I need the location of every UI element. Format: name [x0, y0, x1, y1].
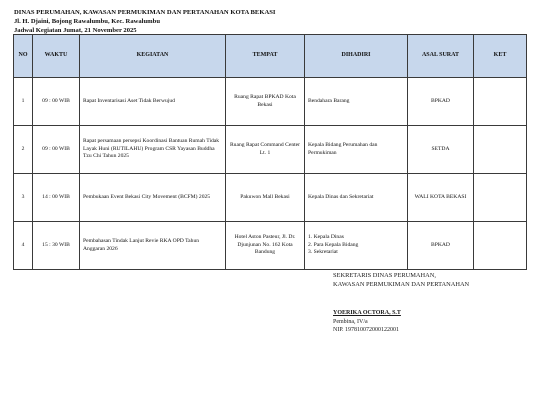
cell-note	[474, 222, 527, 270]
document-header	[14, 8, 275, 35]
col-header-kegiatan: KEGIATAN	[80, 35, 226, 78]
signature-block	[333, 272, 469, 335]
cell-note	[474, 126, 527, 174]
cell-attendees	[305, 78, 408, 126]
cell-activity: Rapat persamaan persepsi Koordinasi Bantuan Rumah Tidak Layak Huni (RUTILAHU) Program CSR Yayasan Buddha Tzu Chi Tahun 2025	[80, 126, 226, 174]
cell-time: 14 : 00 WIB	[33, 174, 80, 222]
cell-no: 1	[14, 78, 33, 126]
cell-activity: Rapat Inventarisasi Aset Tidak Berwujud	[80, 78, 226, 126]
agenda-table	[13, 34, 527, 270]
attendee-line: 2. Para Kepala Bidang	[308, 241, 359, 248]
cell-no: 2	[14, 126, 33, 174]
col-header-asal-surat: ASAL SURAT	[408, 35, 474, 78]
signatory-title-line-2: KAWASAN PERMUKIMAN DAN PERTANAHAN	[333, 280, 470, 288]
attendee-line: 3. Sekretariat	[308, 249, 338, 256]
cell-source: SETDA	[408, 126, 474, 174]
cell-time: 09 : 00 WIB	[33, 78, 80, 126]
signature-space	[333, 289, 469, 309]
cell-source: WALI KOTA BEKASI	[408, 174, 474, 222]
table-header-row	[14, 35, 527, 78]
cell-no: 3	[14, 174, 33, 222]
cell-note	[474, 78, 527, 126]
col-header-waktu: WAKTU	[33, 35, 80, 78]
cell-note	[474, 174, 527, 222]
cell-activity: Pembukaan Event Bekasi City Movement (BCFM) 2025	[80, 174, 226, 222]
table-row	[14, 174, 527, 222]
cell-source: BPKAD	[408, 78, 474, 126]
col-header-no: NO	[14, 35, 33, 78]
agency-address: Jl. H. Djaini, Bojong Rawalumbu, Kec. Rawalumbu	[14, 18, 160, 25]
cell-place: Ruang Rapat BPKAD Kota Bekasi	[226, 78, 305, 126]
schedule-date: Jadwal Kegiatan Jumat, 21 November 2025	[14, 27, 137, 34]
signatory-nip: NIP. 197810072000122001	[333, 327, 400, 334]
cell-attendees	[305, 222, 408, 270]
cell-time: 15 : 30 WIB	[33, 222, 80, 270]
cell-place: Pakuwon Mall Bekasi	[226, 174, 305, 222]
col-header-ket: KET	[474, 35, 527, 78]
signatory-name: YOERIKA OCTORA, S.T	[333, 310, 401, 317]
table-row	[14, 222, 527, 270]
cell-attendees	[305, 126, 408, 174]
cell-place: Hotel Aston Pasteur, Jl. Dr. Djunjunan No. 162 Kota Bandung	[226, 222, 305, 270]
signatory-rank: Pembina, IV/a	[333, 318, 368, 325]
cell-time: 09 : 00 WIB	[33, 126, 80, 174]
attendee-line: Kepala Dinas dan Sekretariat	[308, 193, 374, 200]
signatory-title-line-1: SEKRETARIS DINAS PERUMAHAN,	[333, 272, 436, 279]
attendee-line: 1. Kepala Dinas	[308, 234, 344, 241]
attendee-line: Kepala Bidang Perumahan dan Permukiman	[308, 142, 378, 156]
cell-no: 4	[14, 222, 33, 270]
table-row	[14, 126, 527, 174]
col-header-tempat: TEMPAT	[226, 35, 305, 78]
attendee-line: Bendahara Barang	[308, 97, 350, 104]
agency-title: DINAS PERUMAHAN, KAWASAN PERMUKIMAN DAN PERTANAHAN KOTA BEKASI	[14, 9, 276, 16]
cell-source: BPKAD	[408, 222, 474, 270]
table-row	[14, 78, 527, 126]
col-header-dihadiri: DIHADIRI	[305, 35, 408, 78]
cell-attendees	[305, 174, 408, 222]
cell-activity: Pembahasan Tindak Lanjut Revie RKA OPD Tahun Anggaran 2026	[80, 222, 226, 270]
cell-place: Ruang Rapat Command Center Lt. 1	[226, 126, 305, 174]
